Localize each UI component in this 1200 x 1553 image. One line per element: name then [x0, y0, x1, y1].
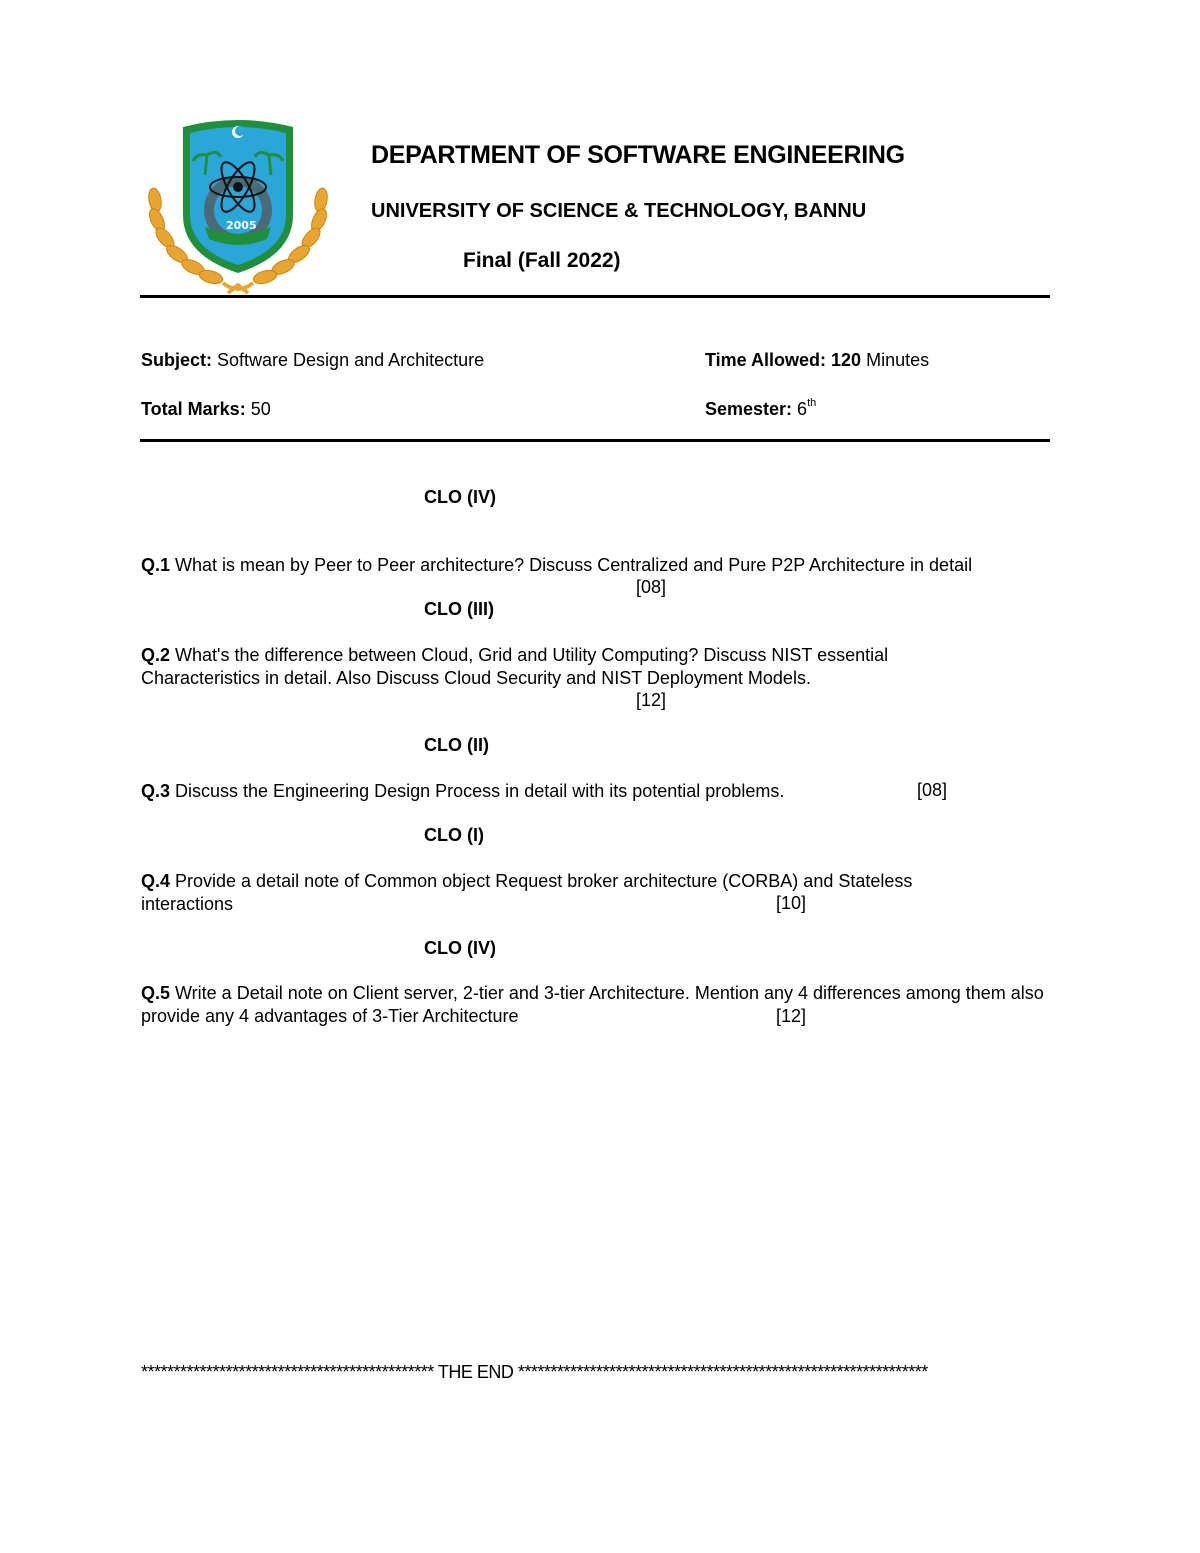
question-text: What's the difference between Cloud, Grid and Utility Computing? Discuss NIST essential Characteristics in detail. Also Discuss Cloud Security and NIST Deployment Models. [141, 645, 889, 688]
semester-line [705, 399, 816, 420]
subject-label: Subject: [141, 350, 213, 370]
question-marks: [08] [636, 577, 667, 597]
clo-label: CLO (I) [424, 825, 484, 845]
logo-year: 2005 [226, 219, 257, 232]
semester-value: 6 [792, 399, 808, 419]
the-end-line: ********************************************* THE END *************************************************************** [141, 1362, 928, 1382]
question-2 [141, 644, 981, 690]
marks-label: Total Marks: [141, 399, 246, 419]
question-1 [141, 554, 1056, 577]
question-number: Q.4 [141, 871, 171, 891]
time-value: 120 [826, 350, 862, 370]
clo-label: CLO (II) [424, 735, 489, 755]
question-marks: [12] [636, 690, 667, 710]
clo-label: CLO (IV) [424, 487, 496, 507]
question-number: Q.3 [141, 781, 171, 801]
exam-title: Final (Fall 2022) [463, 249, 621, 272]
meta-divider [140, 439, 1050, 442]
question-text: Write a Detail note on Client server, 2-tier and 3-tier Architecture. Mention any 4 differences among them also provide any 4 advantages of 3-Tier Architecture [141, 983, 1044, 1026]
question-marks: [10] [776, 893, 807, 913]
clo-label: CLO (III) [424, 599, 494, 619]
marks-value: 50 [245, 399, 271, 419]
question-4 [141, 870, 991, 916]
time-unit: Minutes [861, 350, 930, 370]
question-3 [141, 780, 861, 803]
question-text: What is mean by Peer to Peer architecture? Discuss Centralized and Pure P2P Architecture in detail [170, 555, 973, 575]
time-allowed-line [705, 350, 929, 371]
time-label: Time Allowed: [705, 350, 827, 370]
university-logo [143, 115, 335, 300]
university-name: UNIVERSITY OF SCIENCE & TECHNOLOGY, BANNU [371, 200, 867, 222]
subject-line [141, 350, 484, 371]
subject-value: Software Design and Architecture [212, 350, 485, 370]
question-number: Q.2 [141, 645, 171, 665]
semester-suffix: th [807, 397, 817, 409]
question-marks: [08] [917, 780, 948, 800]
department-title: DEPARTMENT OF SOFTWARE ENGINEERING [371, 141, 905, 169]
clo-label: CLO (IV) [424, 938, 496, 958]
question-number: Q.1 [141, 555, 171, 575]
question-text: Discuss the Engineering Design Process in detail with its potential problems. [170, 781, 785, 801]
question-text: Provide a detail note of Common object Request broker architecture (CORBA) and Stateless interactions [141, 871, 913, 914]
semester-label: Semester: [705, 399, 793, 419]
total-marks-line [141, 399, 271, 420]
question-number: Q.5 [141, 983, 171, 1003]
question-marks: [12] [776, 1006, 807, 1026]
question-5 [141, 982, 1046, 1028]
header-divider [140, 295, 1050, 298]
